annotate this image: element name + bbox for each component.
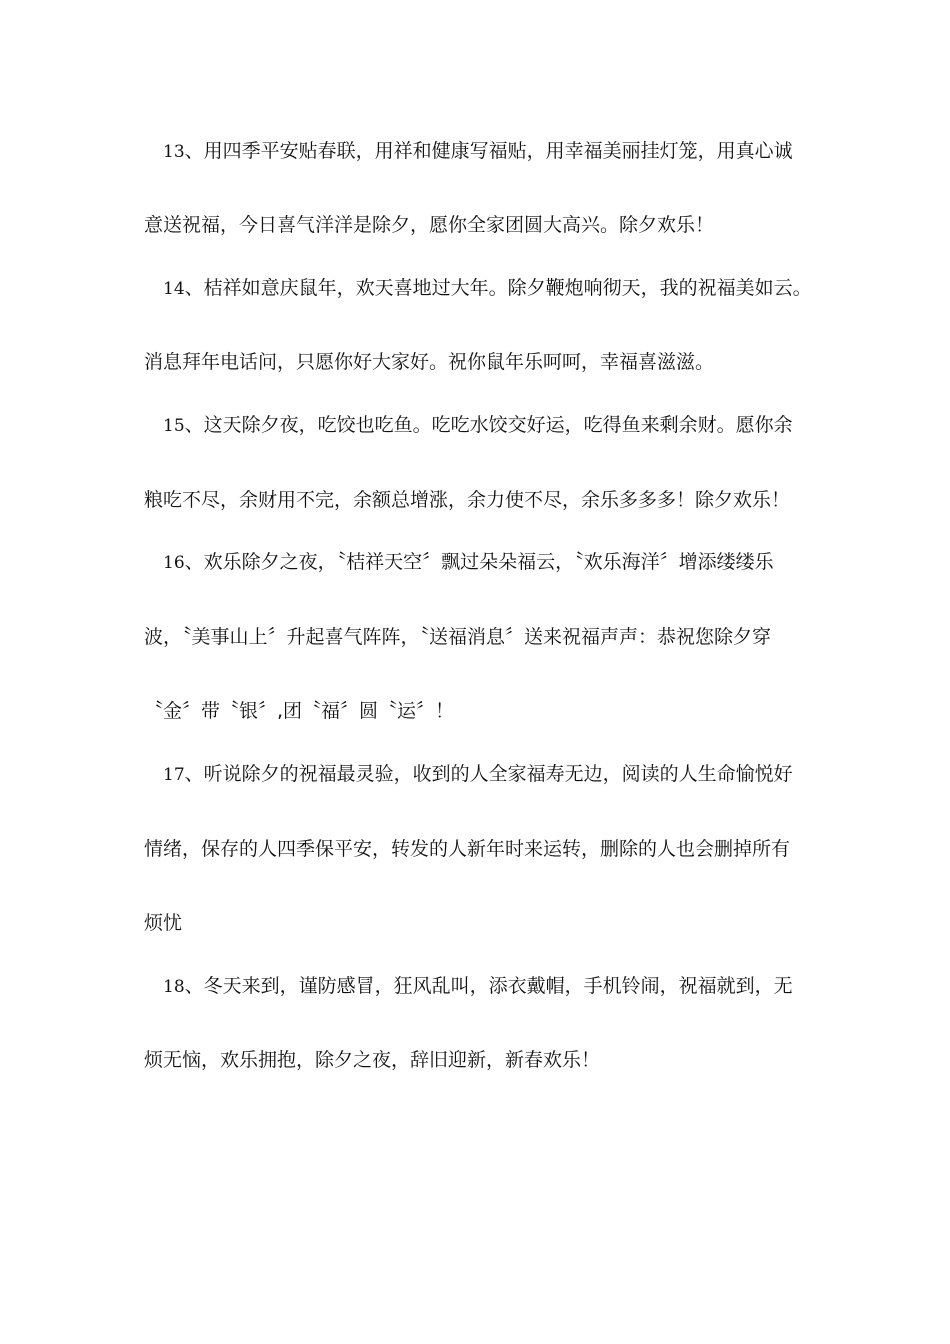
paragraph-15-line-1	[163, 413, 793, 438]
paragraph-17-line-2: 情绪，保存的人四季保平安，转发的人新年时来运转，删除的人也会删掉所有	[144, 838, 791, 860]
paragraph-17-line-3: 烦忧	[144, 912, 183, 934]
item-number: 14	[163, 279, 185, 299]
paragraph-18-line-2: 烦无恼，欢乐拥抱，除夕之夜，辞旧迎新，新春欢乐！	[144, 1049, 601, 1071]
paragraph-text: 、欢乐除夕之夜，〝桔祥天空〞飘过朵朵福云，〝欢乐海洋〞增添缕缕乐	[184, 551, 774, 573]
paragraph-17-line-1	[163, 762, 793, 787]
paragraph-14-line-2: 消息拜年电话问，只愿你好大家好。祝你鼠年乐呵呵，幸福喜滋滋。	[144, 351, 715, 373]
paragraph-text: 、冬天来到，谨防感冒，狂风乱叫，添衣戴帽，手机铃闹，祝福就到，无	[184, 975, 793, 997]
paragraph-text: 、听说除夕的祝福最灵验，收到的人全家福寿无边，阅读的人生命愉悦好	[184, 763, 793, 785]
paragraph-18-line-1	[163, 974, 793, 999]
item-number: 18	[163, 977, 185, 997]
paragraph-16-line-1	[163, 550, 774, 575]
paragraph-text: 、用四季平安贴春联，用祥和健康写福贴，用幸福美丽挂灯笼，用真心诚	[184, 140, 793, 162]
item-number: 15	[163, 416, 185, 436]
paragraph-text: 、这天除夕夜，吃饺也吃鱼。吃吃水饺交好运，吃得鱼来剩余财。愿你余	[184, 414, 793, 436]
paragraph-15-line-2: 粮吃不尽，余财用不完，余额总增涨，余力使不尽，余乐多多多！除夕欢乐！	[144, 489, 791, 511]
item-number: 13	[163, 142, 185, 162]
paragraph-13-line-2: 意送祝福，今日喜气洋洋是除夕，愿你全家团圆大高兴。除夕欢乐！	[144, 214, 715, 236]
item-number: 16	[163, 553, 185, 573]
paragraph-text: 、桔祥如意庆鼠年，欢天喜地过大年。除夕鞭炮响彻天，我的祝福美如云。	[184, 277, 812, 299]
item-number: 17	[163, 765, 185, 785]
paragraph-14-line-1	[163, 276, 812, 301]
paragraph-13-line-1	[163, 139, 793, 164]
paragraph-16-line-2: 波，〝美事山上〞升起喜气阵阵，〝送福消息〞送来祝福声声：恭祝您除夕穿	[144, 626, 772, 648]
paragraph-16-line-3: 〝金〞带〝银〞,团〝福〞圆〝运〞！	[144, 700, 455, 722]
